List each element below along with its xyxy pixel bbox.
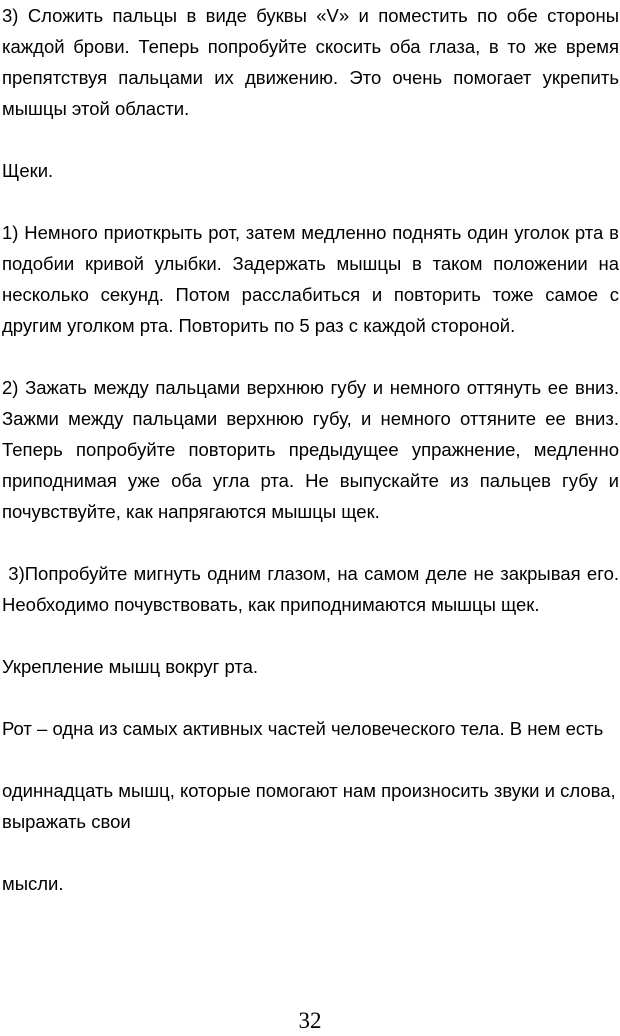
paragraph-cheeks-exercise-3: 3)Попробуйте мигнуть одним глазом, на самом деле не закрывая его. Необходимо почувствовать, как приподнимаются мышцы щек. (2, 563, 619, 615)
section-heading-mouth: Укрепление мышц вокруг рта. (2, 656, 259, 677)
page-number: 32 (298, 1008, 322, 1033)
paragraph-mouth-muscles: одиннадцать мышц, которые помогают нам произносить звуки и слова, выражать свои (2, 780, 616, 832)
paragraph-mouth-intro: Рот – одна из самых активных частей человеческого тела. В нем есть (2, 718, 604, 739)
paragraph-mouth-thoughts: мысли. (2, 873, 64, 894)
section-heading-cheeks: Щеки. (2, 160, 54, 181)
paragraph-cheeks-exercise-1: 1) Немного приоткрыть рот, затем медленно поднять один уголок рта в подобии кривой улыбки. Задержать мышцы в таком положении на несколько секунд. Потом расслабиться и повторить тоже самое с другим уголком рта. Повторить по 5 раз с каждой стороной. (2, 222, 619, 336)
paragraph-cheeks-exercise-2: 2) Зажать между пальцами верхнюю губу и немного оттянуть ее вниз. Зажми между пальцами верхнюю губу, и немного оттяните ее вниз. Теперь попробуйте повторить предыдущее упражнение, медленно приподнимая уже оба угла рта. Не выпускайте из пальцев губу и почувствуйте, как напрягаются мышцы щек. (2, 377, 619, 522)
page-body (2, 0, 619, 899)
paragraph-eyebrow-exercise: 3) Сложить пальцы в виде буквы «V» и поместить по обе стороны каждой брови. Теперь попробуйте скосить оба глаза, в то же время препятствуя пальцами их движению. Это очень помогает укрепить мышцы этой области. (2, 5, 619, 119)
